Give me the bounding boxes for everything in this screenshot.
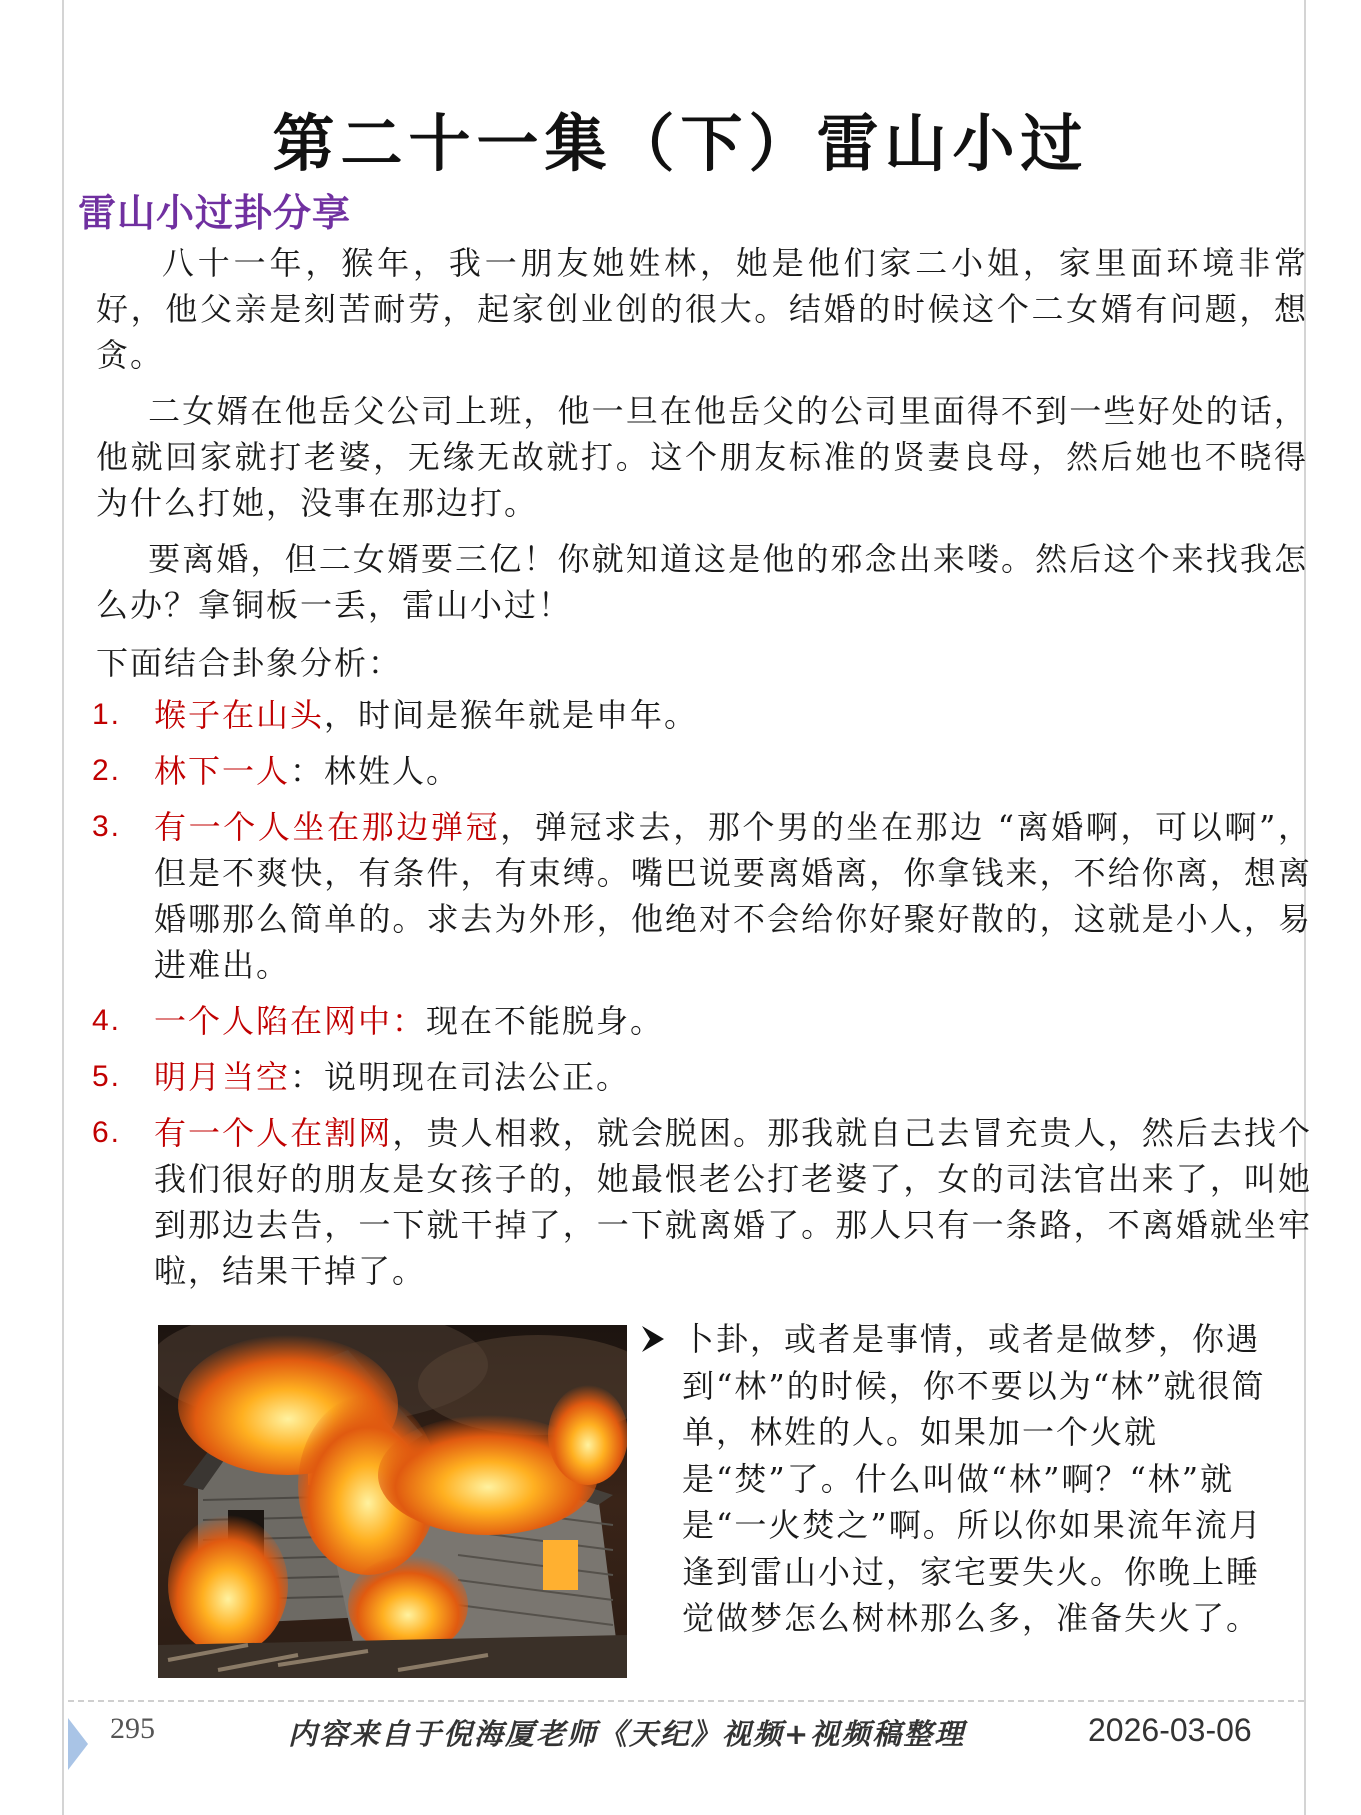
list-highlight: 有一个人坐在那边弹冠 [154,808,501,846]
list-highlight: 明月当空 [154,1058,291,1096]
list-number: 6. [92,1116,122,1149]
list-text: 现在不能脱身。 [426,1002,665,1040]
analysis-list [92,692,1312,1304]
list-item [92,692,1312,738]
paragraph-3-text: 要离婚，但二女婿要三亿！你就知道这是他的邪念出来喽。然后这个来找我怎么办？拿铜板一丢，雷山小过！ [96,540,1308,624]
analysis-intro: 下面结合卦象分析： [96,644,403,682]
list-text: ，弹冠求去，那个男的坐在那边 “离婚啊，可以啊”，但是不爽快，有条件，有束缚。嘴巴说要离婚离，你拿钱来，不给你离，想离婚哪那么简单的。求去为外形，他绝对不会给你好聚好散的，这就是小人，易进难出。 [154,808,1312,984]
list-number: 4. [92,1004,122,1037]
list-highlight: 林下一人 [154,752,291,790]
list-number: 5. [92,1060,122,1093]
paragraph-2-text: 二女婿在他岳父公司上班，他一旦在他岳父的公司里面得不到一些好处的话，他就回家就打老婆，无缘无故就打。这个朋友标准的贤妻良母，然后她也不晓得为什么打她，没事在那边打。 [96,392,1308,522]
triangle-nav-icon[interactable] [68,1718,88,1770]
list-text: ，时间是猴年就是申年。 [324,696,699,734]
list-number: 1. [92,698,122,731]
paragraph-1-text: 八十一年，猴年，我一朋友她姓林，她是他们家二小姐，家里面环境非常好，他父亲是刻苦耐劳，起家创业创的很大。结婚的时候这个二女婿有问题，想贪。 [96,244,1308,374]
paragraph-2 [96,388,1308,526]
list-item [92,1054,1312,1100]
list-text: ：说明现在司法公正。 [290,1058,631,1096]
side-note-text: 卜卦，或者是事情，或者是做梦，你遇到“林”的时候，你不要以为“林”就很简单，林姓的人。如果加一个火就是“焚”了。什么叫做“林”啊？“林”就是“一火焚之”啊。所以你如果流年流月逢到雷山小过，家宅要失火。你晚上睡觉做梦怎么树林那么多，准备失火了。 [682,1320,1266,1637]
burning-house-photo [158,1325,627,1678]
list-item [92,1110,1312,1294]
paragraph-1 [96,240,1308,378]
list-number: 2. [92,754,122,787]
footer-divider [68,1700,1304,1702]
list-text: ：林姓人。 [290,752,461,790]
list-highlight: 堠子在山头 [154,696,325,734]
footer-date: 2026-03-06 [1088,1712,1252,1748]
arrow-bullet-icon [640,1324,666,1354]
list-item [92,998,1312,1044]
list-text: ，贵人相救，就会脱困。那我就自己去冒充贵人，然后去找个我们很好的朋友是女孩子的，她最恨老公打老婆了，女的司法官出来了，叫她到那边去告，一下就干掉了，一下就离婚了。那人只有一条路，不离婚就坐牢啦，结果干掉了。 [154,1114,1312,1290]
page-title: 第二十一集（下）雷山小过 [272,107,1089,180]
list-highlight: 一个人陷在网中： [154,1002,427,1040]
paragraph-3 [96,536,1308,628]
list-number: 3. [92,810,122,843]
footer-source: 内容来自于倪海厦老师《天纪》视频+视频稿整理 [288,1717,966,1751]
list-item [92,748,1312,794]
list-highlight: 有一个人在割网 [154,1114,393,1152]
section-subtitle: 雷山小过卦分享 [78,190,352,235]
page-number: 295 [110,1712,155,1745]
list-item [92,804,1312,988]
